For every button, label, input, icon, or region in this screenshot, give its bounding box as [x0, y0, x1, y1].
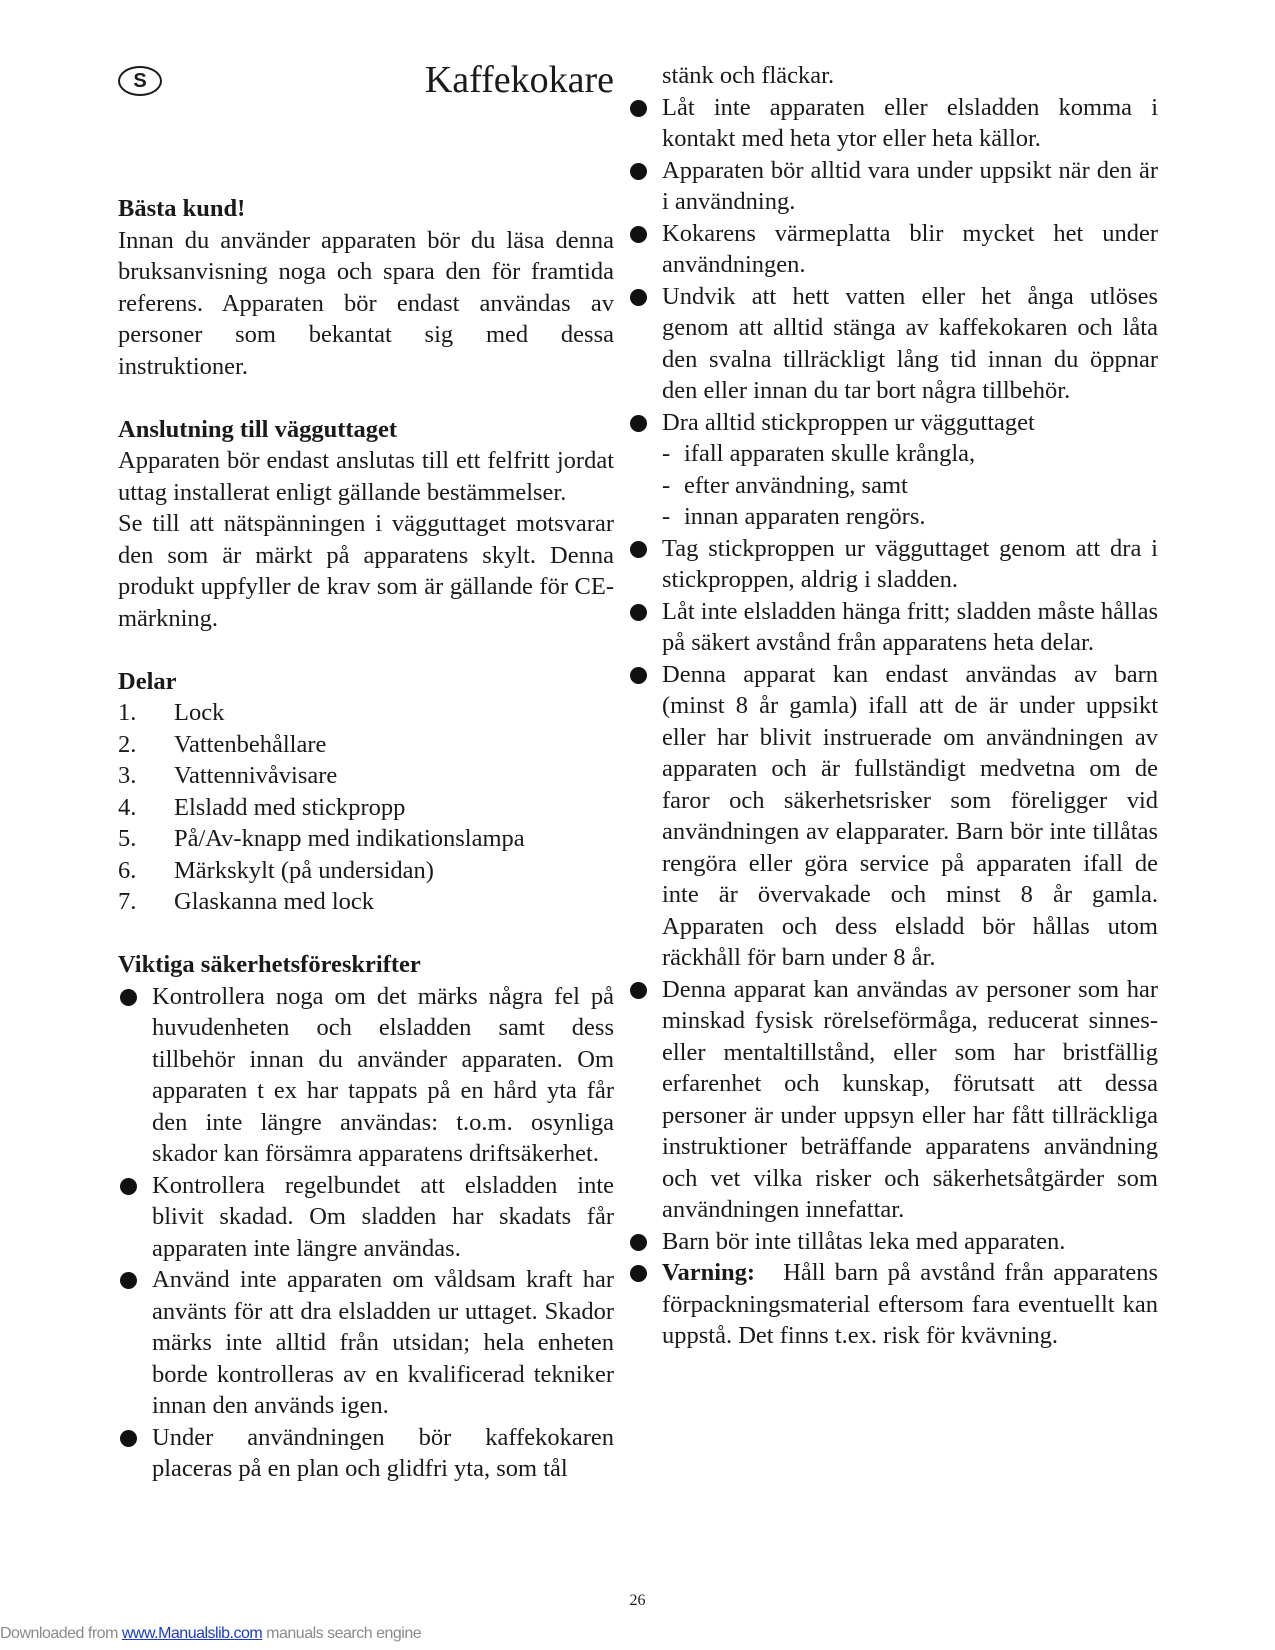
safety-item: Använd inte apparaten om våldsam kraft har använts för att dra elsladden ur uttaget. Skador märks inte alltid från utsidan; hela enheten borde kontrolleras av en kvalificerad tekniker innan den används igen.	[118, 1264, 614, 1422]
parts-list	[118, 697, 614, 918]
parts-list-item: 6. Märkskylt (på undersidan)	[118, 856, 434, 884]
safety-item-continuation: stänk och fläckar.	[662, 62, 835, 89]
bullet-icon	[630, 604, 647, 621]
safety-heading: Viktiga säkerhetsföreskrifter	[118, 951, 421, 978]
unplug-subitem: - innan apparaten rengörs.	[662, 503, 926, 530]
unplug-sublist	[662, 438, 1158, 533]
warning-label: Varning:	[662, 1259, 756, 1286]
right-column	[662, 60, 1158, 1352]
safety-item: Låt inte apparaten eller elsladden komma i kontakt med heta ytor eller heta källor.	[628, 92, 1158, 155]
safety-item: Apparaten bör alltid vara under uppsikt när den är i användning.	[628, 155, 1158, 218]
parts-list-item: 4. Elsladd med stickpropp	[118, 793, 406, 821]
language-code: S	[133, 69, 147, 92]
warning-text: Håll barn på avstånd från apparatens förpackningsmaterial eftersom fara eventuellt kan uppstå. Det finns t.ex. risk för kvävning.	[662, 1259, 1158, 1349]
safety-item: Kokarens värmeplatta blir mycket het under användningen.	[628, 218, 1158, 281]
safety-item-warning	[628, 1257, 1158, 1352]
bullet-icon	[120, 1178, 137, 1195]
parts-list-item: 7. Glaskanna med lock	[118, 888, 375, 915]
safety-item: Låt inte elsladden hänga fritt; sladden måste hållas på säkert avstånd från apparatens heta delar.	[628, 596, 1158, 659]
safety-list-right	[662, 92, 1158, 1352]
bullet-icon	[630, 1234, 647, 1251]
safety-item: Kontrollera regelbundet att elsladden inte blivit skadad. Om sladden har skadats får apparaten inte längre användas.	[118, 1170, 614, 1265]
left-column	[118, 193, 614, 1485]
parts-list-item: 1. Lock	[118, 699, 225, 726]
bullet-icon	[630, 667, 647, 684]
connection-text-1: Apparaten bör endast anslutas till ett felfritt jordat uttag installerat enligt gällande bestämmelser.	[118, 447, 614, 506]
language-badge	[118, 66, 162, 96]
connection-text-2: Se till att nätspänningen i vägguttaget motsvarar den som är märkt på apparatens skylt. Denna produkt uppfyller de krav som är gällande för CE-märkning.	[118, 510, 614, 632]
intro-heading: Bästa kund!	[118, 195, 246, 222]
bullet-icon	[630, 100, 647, 117]
bullet-icon	[120, 1272, 137, 1289]
page-number: 26	[629, 1592, 646, 1609]
safety-item-unplug: Dra alltid stickproppen ur vägguttaget - ifall apparaten skulle krångla, - efter användning, samt - innan apparaten rengörs.	[628, 407, 1158, 533]
parts-list-item: 3. Vattennivåvisare	[118, 762, 338, 789]
bullet-icon	[630, 289, 647, 306]
download-footer: Downloaded from www.Manualslib.com manuals search engine	[0, 1625, 422, 1642]
parts-heading: Delar	[118, 667, 177, 695]
safety-item: Under användningen bör kaffekokaren placeras på en plan och glidfri yta, som tål	[118, 1422, 614, 1485]
safety-item: Barn bör inte tillåtas leka med apparaten.	[628, 1226, 1158, 1258]
bullet-icon	[120, 989, 137, 1006]
unplug-subitem: - ifall apparaten skulle krångla,	[662, 440, 976, 467]
unplug-subitem: - efter användning, samt	[662, 471, 908, 499]
parts-list-item: 2. Vattenbehållare	[118, 730, 327, 758]
bullet-icon	[120, 1430, 137, 1447]
intro-text: Innan du använder apparaten bör du läsa denna bruksanvisning noga och spara den för framtida referens. Apparaten bör endast användas av personer som bekantat sig med dessa instruktioner.	[118, 226, 614, 380]
manualslib-link[interactable]: www.Manualslib.com	[121, 1625, 263, 1642]
bullet-icon	[630, 415, 647, 432]
parts-list-item: 5. På/Av-knapp med indikationslampa	[118, 825, 525, 852]
safety-item: Undvik att hett vatten eller het ånga utlöses genom att alltid stänga av kaffekokaren och låta den svalna tillräckligt lång tid innan du öppnar den eller innan du tar bort några tillbehör.	[628, 281, 1158, 407]
safety-item: Denna apparat kan endast användas av barn (minst 8 år gamla) ifall att de är under uppsikt eller har blivit instruerade om användningen av apparaten och är fullständigt medvetna om de faror och säkerhetsrisker som föreligger vid användningen av elapparater. Barn bör inte tillåtas rengöra eller göra service på apparaten ifall de inte är övervakade och minst 8 år gamla. Apparaten och dess elsladd bör hållas utom räckhåll för barn under 8 år.	[628, 659, 1158, 974]
safety-item: Denna apparat kan användas av personer som har minskad fysisk rörelseförmåga, reducerat sinnes- eller mentaltillstånd, eller som har bristfällig erfarenhet och kunskap, förutsatt att dessa personer är under uppsyn eller har fått tillräckliga instruktioner beträffande apparatens användning och vet vilka risker och säkerhetsåtgärder som användningen innefattar.	[628, 974, 1158, 1226]
connection-heading: Anslutning till vägguttaget	[118, 415, 398, 443]
safety-item: Kontrollera noga om det märks några fel på huvudenheten och elsladden samt dess tillbehör innan du använder apparaten. Om apparaten t ex har tappats på en hård yta får den inte längre användas: t.o.m. osynliga skador kan försämra apparatens driftsäkerhet.	[118, 981, 614, 1170]
page-title: Kaffekokare	[424, 59, 614, 101]
bullet-icon	[630, 226, 647, 243]
safety-list-left	[118, 981, 614, 1485]
bullet-icon	[630, 982, 647, 999]
bullet-icon	[630, 163, 647, 180]
bullet-icon	[630, 541, 647, 558]
safety-item: Tag stickproppen ur vägguttaget genom att dra i stickproppen, aldrig i sladden.	[628, 533, 1158, 596]
bullet-icon	[630, 1265, 647, 1282]
